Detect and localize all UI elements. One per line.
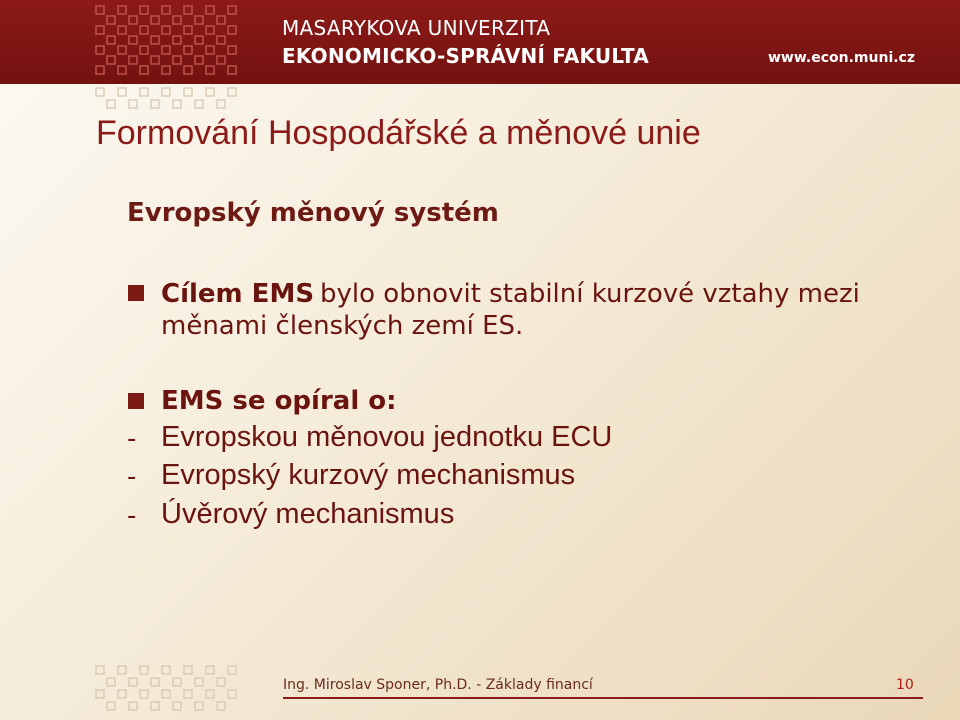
header-bar (0, 0, 960, 84)
slide-title: Formování Hospodářské a měnové unie (96, 114, 701, 152)
list-dash: - (127, 501, 137, 531)
list-item: Úvěrový mechanismus (161, 498, 455, 530)
bullet1-text-line2: měnami členských zemí ES. (161, 311, 524, 341)
bullet-square (128, 285, 144, 301)
header-pattern-fade (92, 84, 252, 112)
list-item: Evropskou měnovou jednotku ECU (161, 421, 613, 453)
list-dash: - (127, 462, 137, 492)
university-name: MASARYKOVA UNIVERZITA (282, 16, 551, 40)
slide-subtitle: Evropský měnový systém (127, 198, 499, 228)
bullet1-text-line1: bylo obnovit stabilní kurzové vztahy mezi (320, 279, 860, 309)
faculty-name: EKONOMICKO-SPRÁVNÍ FAKULTA (282, 44, 649, 68)
bullet1-bold-text: Cílem EMS (161, 279, 315, 309)
footer-pattern (92, 662, 252, 720)
footer-author: Ing. Miroslav Sponer, Ph.D. - Základy financí (283, 677, 593, 693)
bullet-square (128, 393, 144, 409)
list-dash: - (127, 424, 137, 454)
footer-divider (283, 697, 923, 699)
list-item: Evropský kurzový mechanismus (161, 459, 576, 491)
bullet2-text: EMS se opíral o: (161, 386, 397, 416)
website-link[interactable]: www.econ.muni.cz (768, 50, 916, 66)
header-pattern (92, 0, 252, 84)
page-number: 10 (896, 677, 914, 693)
